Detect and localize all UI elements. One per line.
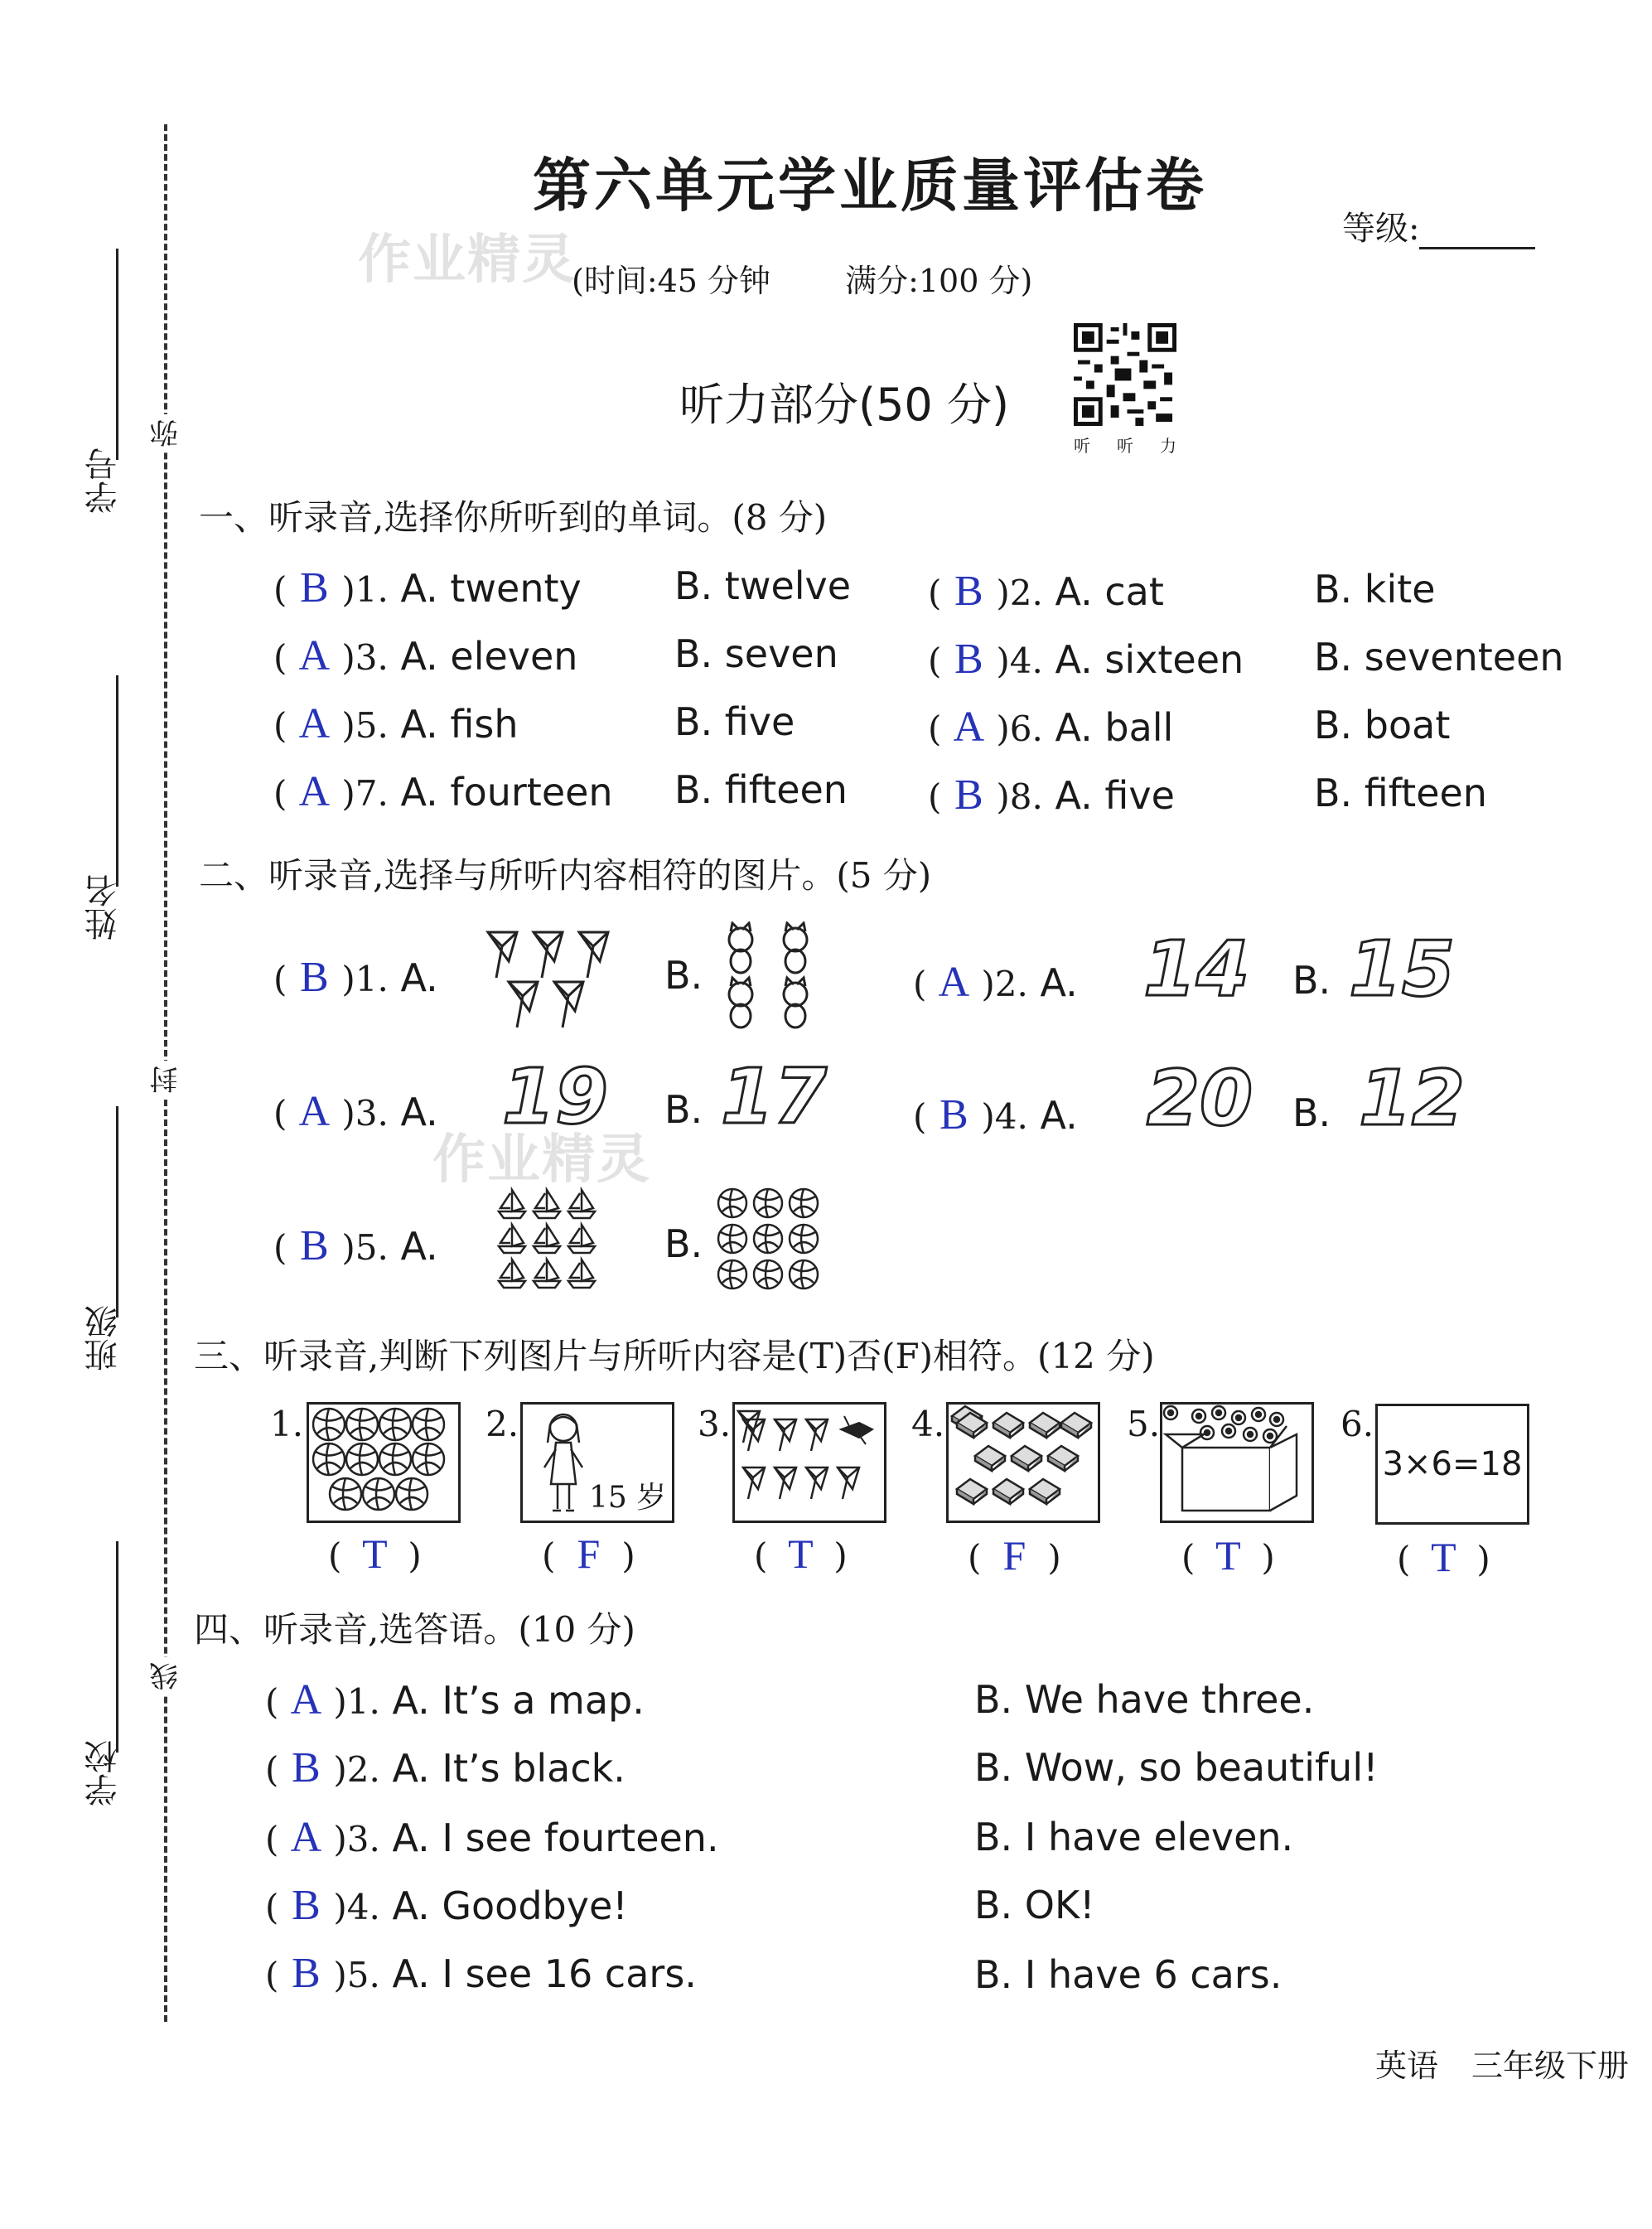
s1-q2: ( B )2. A. cat (928, 568, 1164, 615)
s2-q1-option-b-label: B. (664, 953, 703, 998)
page-footer (1375, 2040, 1629, 2086)
number-14-picture[interactable]: 14 (1143, 925, 1250, 1013)
name-line[interactable] (116, 675, 118, 887)
kites-and-bird-icon (735, 1405, 879, 1516)
s3-q1-picture[interactable] (307, 1402, 461, 1523)
age-caption: 15 岁 (589, 1481, 667, 1515)
s3-q5-num: 5. (1127, 1404, 1161, 1444)
s1-q7-answer[interactable]: A (298, 768, 331, 815)
s3-q4-num: 4. (911, 1404, 945, 1444)
s1-q3-answer[interactable]: A (298, 632, 331, 679)
s1-q8-option-b: B. fifteen (1314, 771, 1487, 815)
section4-heading: 四、听录音,选答语。(10 分) (194, 1609, 635, 1650)
s1-q8: ( B )8. A. five (928, 771, 1175, 819)
grade-field[interactable] (1342, 202, 1535, 249)
s4-q5-option-b: B. I have 6 cars. (974, 1952, 1282, 1997)
number-15-picture[interactable]: 15 (1349, 925, 1456, 1013)
s1-q6: ( A )6. A. ball (928, 704, 1174, 751)
section2-heading: 二、听录音,选择与所听内容相符的图片。(5 分) (199, 855, 932, 896)
girl-icon (534, 1409, 592, 1517)
page-title: 第六单元学业质量评估卷 (533, 151, 1207, 220)
student-id-label: 学号 (85, 447, 123, 514)
s1-q5-answer[interactable]: A (298, 700, 331, 747)
s3-q3-answer[interactable]: T (788, 1530, 814, 1577)
s4-q1-answer[interactable]: A (290, 1676, 322, 1724)
s1-q8-answer[interactable]: B (954, 771, 983, 819)
s3-q3-answer-box: ( T ) (754, 1530, 848, 1577)
s1-q4-answer[interactable]: B (954, 636, 983, 683)
equation-text: 3×6=18 (1382, 1445, 1523, 1483)
s2-q4: ( B )4. A. (913, 1091, 1078, 1139)
full-score: 满分:100 分) (845, 263, 1033, 299)
s2-q1: ( B )1. A. (273, 954, 438, 1001)
s3-q2-num: 2. (485, 1404, 519, 1444)
number-12-picture[interactable]: 12 (1359, 1054, 1466, 1143)
s1-q3: ( A )3. A. eleven (273, 632, 578, 679)
s1-q7-option-b: B. fifteen (674, 767, 848, 812)
s3-q2-answer-box: ( F ) (542, 1530, 635, 1577)
s1-q7: ( A )7. A. fourteen (273, 768, 613, 815)
s1-q5-option-b: B. five (674, 699, 795, 744)
section1-heading: 一、听录音,选择你所听到的单词。(8 分) (199, 497, 828, 538)
s3-q2-answer[interactable]: F (577, 1530, 601, 1577)
s3-q1-answer[interactable]: T (362, 1530, 388, 1577)
s3-q2-picture[interactable] (520, 1402, 674, 1523)
cats-picture-icon[interactable] (716, 921, 825, 1031)
s3-q3-picture[interactable] (732, 1402, 886, 1523)
time-info (572, 255, 1107, 301)
grade-blank[interactable] (1419, 217, 1535, 249)
s4-q2-option-b: B. Wow, so beautiful! (974, 1745, 1379, 1790)
s3-q6-picture[interactable] (1375, 1404, 1529, 1525)
number-17-picture[interactable]: 17 (721, 1052, 828, 1141)
s3-q4-picture[interactable] (946, 1402, 1100, 1523)
school-label: 学校 (85, 1740, 123, 1806)
books-icon (949, 1405, 1093, 1516)
grade-label: 等级: (1342, 210, 1420, 248)
s1-q5: ( A )5. A. fish (273, 700, 519, 747)
boats-picture-icon[interactable] (495, 1187, 600, 1291)
s4-q2: ( B )2. A. It’s black. (265, 1744, 626, 1791)
s2-q4-option-b-label: B. (1292, 1090, 1331, 1135)
watermark-text-2: 作业精灵 (432, 1129, 651, 1191)
s3-q6-answer[interactable]: T (1431, 1534, 1456, 1580)
qr-caption: 听 听 力 (1074, 436, 1176, 456)
volleyballs-icon (309, 1405, 453, 1516)
footer-grade: 三年级下册 (1471, 2048, 1630, 2084)
toy-box-icon (1162, 1405, 1307, 1516)
school-line[interactable] (116, 1541, 118, 1753)
kites-picture-icon[interactable] (484, 928, 616, 1036)
number-19-picture[interactable]: 19 (502, 1052, 609, 1141)
s1-q3-option-b: B. seven (674, 631, 838, 676)
s3-q1-answer-box: ( T ) (328, 1530, 422, 1577)
s3-q6-num: 6. (1340, 1404, 1374, 1444)
s3-q4-answer-box: ( F ) (968, 1532, 1061, 1579)
s3-q5-picture[interactable] (1160, 1402, 1314, 1523)
s1-q1-option-b: B. twelve (674, 563, 852, 608)
s2-q1-answer[interactable]: B (300, 954, 329, 1001)
s4-q5: ( B )5. A. I see 16 cars. (265, 1950, 697, 1997)
s4-q3: ( A )3. A. I see fourteen. (265, 1814, 719, 1861)
s2-q2-option-b-label: B. (1292, 958, 1331, 1003)
s2-q2-answer[interactable]: A (938, 959, 970, 1006)
s1-q6-answer[interactable]: A (953, 704, 985, 751)
s4-q4: ( B )4. A. Goodbye! (265, 1882, 628, 1929)
s1-q2-option-b: B. kite (1314, 567, 1436, 612)
class-line[interactable] (116, 1106, 118, 1318)
s2-q5-answer[interactable]: B (300, 1222, 329, 1269)
s3-q1-num: 1. (270, 1404, 304, 1444)
watermark-text: 作业精灵 (358, 230, 577, 291)
s2-q2: ( A )2. A. (913, 959, 1078, 1006)
s3-q5-answer-box: ( T ) (1181, 1532, 1275, 1579)
s3-q5-answer[interactable]: T (1215, 1532, 1241, 1579)
s4-q3-option-b: B. I have eleven. (974, 1815, 1294, 1859)
s2-q3-option-b-label: B. (664, 1087, 703, 1132)
s4-q3-answer[interactable]: A (290, 1814, 322, 1861)
s2-q3: ( A )3. A. (273, 1088, 438, 1135)
s1-q2-answer[interactable]: B (954, 568, 983, 615)
s4-q4-answer[interactable]: B (292, 1882, 321, 1929)
s1-q4: ( B )4. A. sixteen (928, 636, 1244, 683)
s3-q4-answer[interactable]: F (1002, 1532, 1026, 1579)
s4-q2-answer[interactable]: B (292, 1744, 321, 1791)
footer-subject: 英语 (1375, 2048, 1439, 2084)
s2-q3-answer[interactable]: A (298, 1088, 331, 1135)
s2-q5-option-b-label: B. (664, 1221, 703, 1266)
volleyballs-picture-icon[interactable] (716, 1187, 824, 1294)
s4-q1: ( A )1. A. It’s a map. (265, 1676, 645, 1724)
s1-q1-answer[interactable]: B (300, 564, 329, 612)
s2-q5: ( B )5. A. (273, 1222, 438, 1269)
s3-q6-answer-box: ( T ) (1397, 1534, 1490, 1580)
listening-title: 听力部分(50 分) (679, 379, 1010, 431)
s1-q6-option-b: B. boat (1314, 703, 1451, 747)
s4-q1-option-b: B. We have three. (974, 1677, 1315, 1722)
s1-q4-option-b: B. seventeen (1314, 635, 1564, 679)
seal-char-xian: 线 (146, 1657, 186, 1695)
s4-q5-answer[interactable]: B (292, 1950, 321, 1997)
student-id-line[interactable] (116, 249, 118, 460)
number-20-picture[interactable]: 20 (1147, 1054, 1253, 1143)
seal-char-feng: 封 (146, 1061, 186, 1099)
class-label: 班级 (85, 1305, 123, 1371)
seal-char-mi: 弥 (146, 414, 186, 452)
s4-q4-option-b: B. OK! (974, 1883, 1095, 1927)
s1-q1: ( B )1. A. twenty (273, 564, 582, 612)
s3-q3-num: 3. (698, 1404, 732, 1444)
section3-heading: 三、听录音,判断下列图片与所听内容是(T)否(F)相符。(12 分) (194, 1336, 1155, 1376)
time-limit: (时间:45 分钟 (572, 263, 771, 299)
qr-code-icon[interactable] (1074, 323, 1176, 426)
name-label: 姓名 (85, 874, 123, 940)
s2-q4-answer[interactable]: B (940, 1091, 968, 1139)
